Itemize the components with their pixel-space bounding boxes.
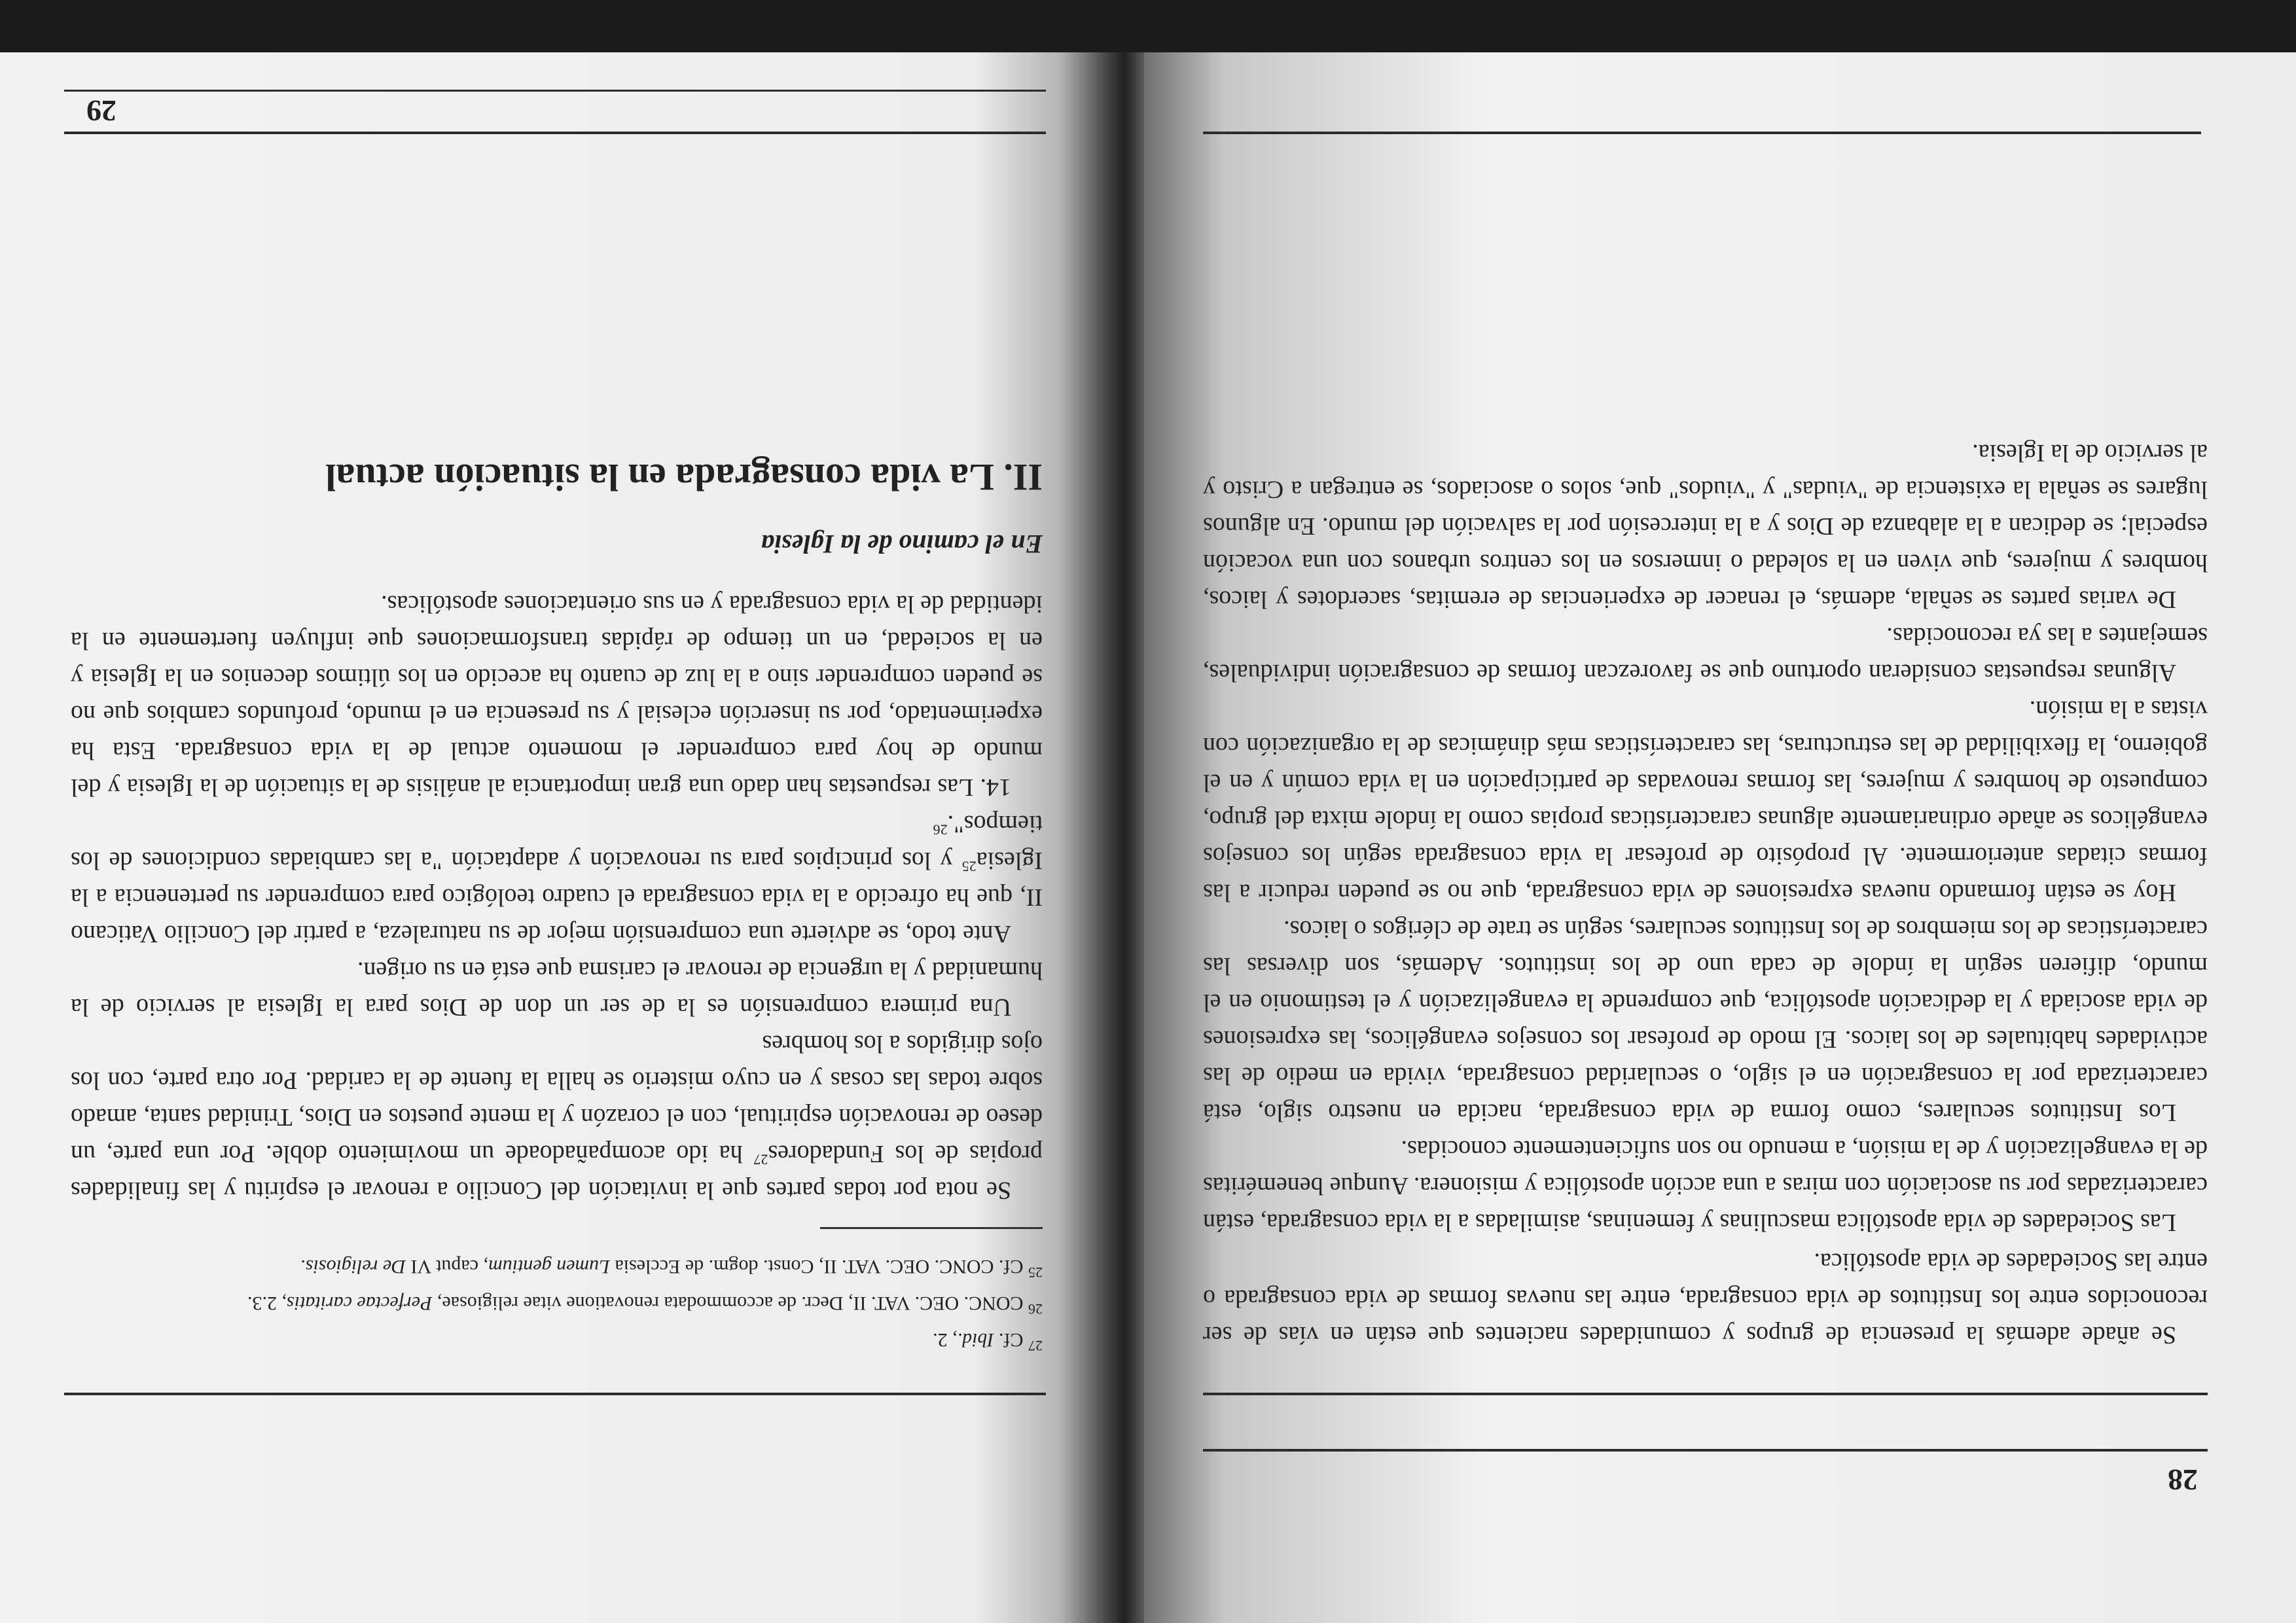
section-subheading: En el camino de la Iglesia — [761, 529, 1043, 559]
footnotes — [71, 1227, 1043, 1353]
paragraph: De varias partes se señala, además, el renacer de experiencias de eremitas, sacerdotes y laicos, hombres y mujeres, que viven en la soledad o inmersos en los centros urbanos con una vocación especial; se dedican a la alabanza de Dios y a la intercesión por la salvación del mundo. En algunos lugares se señala la existencia de "viudas" y "viudos" que, solos o asociados, se entregan a Cristo y al servicio de la Iglesia. — [1203, 439, 2208, 613]
header-rule — [64, 1393, 1046, 1395]
paragraph: Las Sociedades de vida apostólica masculinas y femeninas, asimiladas a la vida consagrada, están caracterizadas por su asociación con miras a una acción apostólica y misionera. Aunque beneméritas de la evangelización y de la misión, a menudo no son suficientemente conocidas. — [1203, 1135, 2208, 1236]
footer-rule — [64, 132, 1046, 134]
paragraph: Hoy se están formando nuevas expresiones de vida consagrada, que no se pueden reducir a las formas citadas anteriormente. Al propósito de profesar la vida consagrada según los consejos evangélicos se añade ordinariamente algunas características propias como la índole mixta del grupo, compuesto de hombres y mujeres, las formas renovadas de participación en la vida común y en el gobierno, la flexibilidad de las estructuras, las características más dinámicas de la organización con vistas a la misión. — [1203, 696, 2208, 906]
footnote: $^{26}$ CONC. OEC. VAT. II, Decr. de accommodata renovatione vitae religiosae, Perfectae caritatis, 2.3. — [247, 1293, 1043, 1317]
book-gutter — [1105, 52, 1144, 1623]
right-page — [0, 52, 1105, 1623]
page-number: 29 — [86, 94, 117, 128]
page-number: 28 — [2168, 1463, 2198, 1497]
footer-rule — [1203, 132, 2201, 134]
paragraph: Algunas respuestas consideran oportuno que se favorezcan formas de consagración individuales, semejantes a las ya reconocidas. — [1203, 622, 2208, 687]
section-heading: II. La vida consagrada en la situación actual — [325, 456, 1043, 499]
footnote: $^{25}$ Cf. CONC. OEC. VAT. II, Const. dogm. de Ecclesia Lumen gentium, caput VI De religiosis. — [300, 1256, 1043, 1281]
header-rule — [1203, 1449, 2208, 1452]
left-page — [1144, 52, 2296, 1623]
footnote: $^{27}$ Cf. Ibid., 2. — [933, 1329, 1043, 1354]
footer-rule-lower — [64, 90, 1046, 92]
paragraph: Se nota por todas partes que la invitación del Concilio a renovar el espíritu y las finalidades propias de los Fundadores$^{27}$ ha ido acompañadoade un movimiento doble. Por una parte, un deseo de renovación espiritual, con el corazón y la mente puestos en Dios, Trinidad santa, amado sobre todas las cosas y en cuyo misterio se halla la fuente de la caridad. Por otra parte, con los ojos dirigidos a los hombres — [71, 1030, 1043, 1204]
paragraph: Los Institutos seculares, como forma de vida consagrada, nacida en nuestro siglo, está caracterizada por la consagración en el siglo, o secularidad consagrada, vivida en medio de las actividades habituales de los laicos. El modo de profesar los consejos evangélicos, las expresiones de vida asociada y la dedicación apostólica, que comprende la evangelización y el testimonio en el mundo, difieren según la índole de cada uno de los institutos. Además, son diversas las características de los miembros de los Institutos seculares, según se trate de clérigos o laicos. — [1203, 916, 2208, 1126]
header-rule-lower — [1203, 1393, 2208, 1395]
right-body-text — [71, 428, 1043, 1353]
paragraph: Ante todo, se advierte una comprensión mejor de su naturaleza, a partir del Concilio Vaticano II, que ha ofrecido a la vida consagrada el cuadro teológico para comprender su pertenencia a la Iglesia$^{25}$ y los principios para su renovación y adaptación "a las cambiadas condiciones de los tiempos".$^{26}$ — [71, 810, 1043, 948]
paragraph: 14. Las respuestas han dado una gran importancia al análisis de la situación de la Iglesia y del mundo de hoy para comprender el momento actual de la vida consagrada. Esta ha experimentado, por su inserción eclesial y su presencia en el mundo, profundos cambios que no se pueden comprender sino a la luz de cuanto ha acecido en los últimos decenios en la Iglesia y en la sociedad, en un tiempo de rápidas transformaciones que influyen fuertemente en la identidad de la vida consagrada y en sus orientaciones apostólicas. — [71, 590, 1043, 801]
paragraph: Una primera comprensión es la de ser un don de Dios para la Iglesia al servicio de la humanidad y la urgencia de renovar el carisma que está en su origen. — [71, 957, 1043, 1021]
footnote-separator — [820, 1227, 1043, 1229]
left-body-text — [1203, 435, 2208, 1353]
paragraph: Se añade además la presencia de grupos y comunidades nacientes que están en vías de ser reconocidos entre los Institutos de vida consagrada, entre las nuevas formas de vida consagrada o entre las Sociedades de vida apostólica. — [1203, 1248, 2208, 1349]
